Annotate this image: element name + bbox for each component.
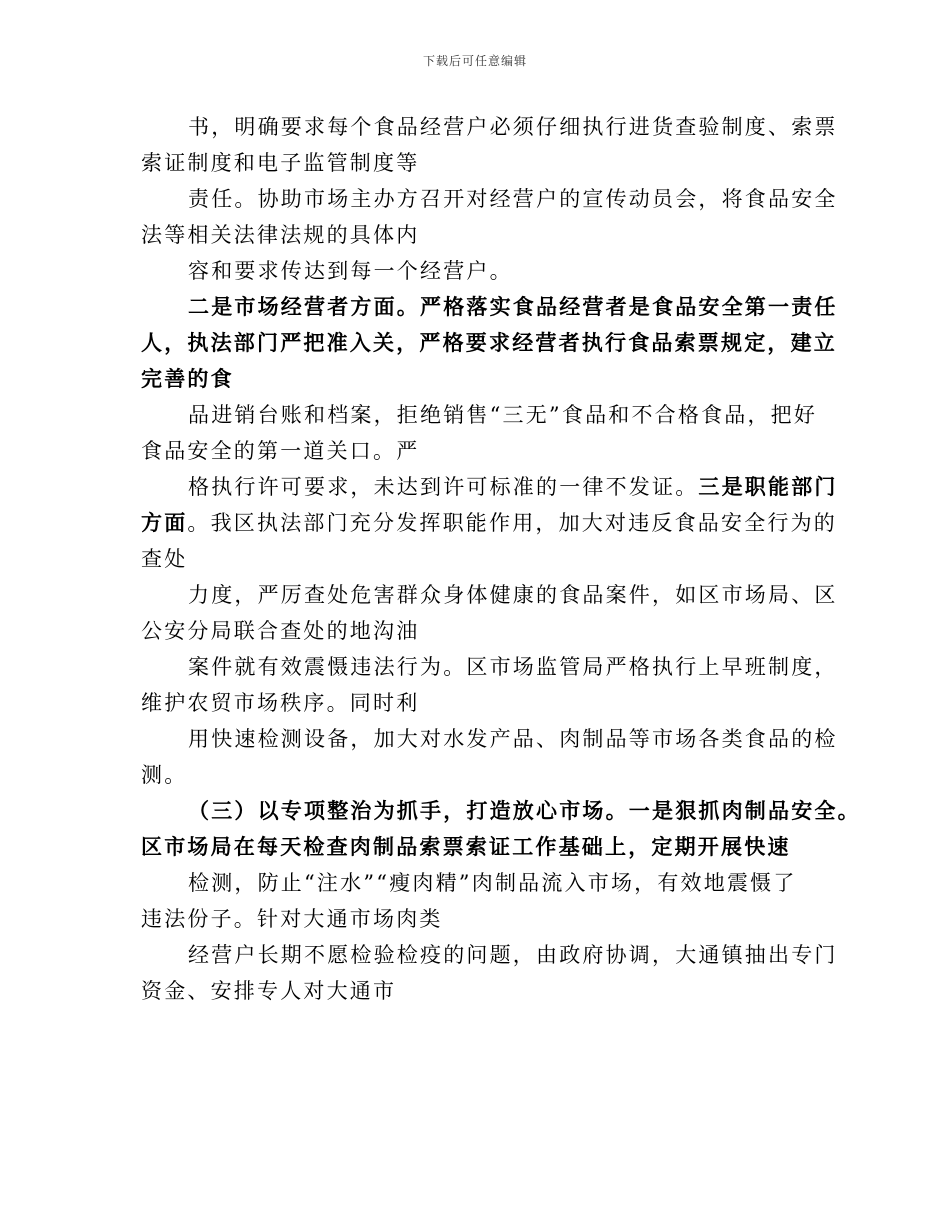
- document-body: [141, 109, 861, 1009]
- text-bold: 方面: [141, 510, 188, 535]
- text-line: 食品安全的第一道关口。严: [141, 439, 420, 463]
- text-line: 维护农贸市场秩序。同时利: [141, 691, 420, 715]
- text-line: [141, 505, 838, 541]
- paragraph-12: [141, 937, 838, 1009]
- text-line: 检测，防止“注水”“瘦肉精”肉制品流入市场，有效地震慑了: [188, 871, 797, 895]
- text-line: 查处: [141, 547, 188, 571]
- text-line: 公安分局联合查处的地沟油: [141, 619, 420, 643]
- text-line: 索证制度和电子监管制度等: [141, 151, 420, 175]
- text-line: [141, 469, 838, 505]
- text-line: 二是市场经营者方面。严格落实食品经营者是食品安全第一责任: [188, 294, 838, 319]
- paragraph-6: [141, 469, 838, 577]
- text-bold: 三是职能部门: [698, 474, 838, 499]
- paragraph-9: [141, 721, 838, 793]
- text-line: （三）以专项整治为抓手，打造放心市场。一是狠抓肉制品安全。: [188, 798, 861, 823]
- text-normal: 格执行许可要求，未达到许可标准的一律不发证。: [188, 475, 699, 499]
- page-header: 下载后可任意编辑: [422, 54, 527, 68]
- paragraph-7: [141, 577, 838, 649]
- text-line: 资金、安排专人对大通市: [141, 979, 397, 1003]
- text-line: 法等相关法律法规的具体内: [141, 223, 420, 247]
- text-line: 力度，严厉查处危害群众身体健康的食品案件，如区市场局、区: [188, 583, 838, 607]
- paragraph-4-bold: [141, 289, 838, 397]
- text-line: 违法份子。针对大通市场肉类: [141, 907, 443, 931]
- text-line: 用快速检测设备，加大对水发产品、肉制品等市场各类食品的检: [188, 727, 838, 751]
- paragraph-8: [141, 649, 838, 721]
- paragraph-10-bold: [141, 793, 861, 865]
- text-line: 区市场局在每天检查肉制品索票索证工作基础上，定期开展快速: [141, 834, 791, 859]
- text-line: 测。: [141, 763, 188, 787]
- text-line: 案件就有效震慑违法行为。区市场监管局严格执行上早班制度，: [188, 655, 838, 679]
- paragraph-2: [141, 181, 838, 253]
- text-line: 书，明确要求每个食品经营户必须仔细执行进货查验制度、索票: [188, 115, 838, 139]
- text-line: 责任。协助市场主办方召开对经营户的宣传动员会，将食品安全: [188, 187, 838, 211]
- text-line: 经营户长期不愿检验检疫的问题，由政府协调，大通镇抽出专门: [188, 943, 838, 967]
- text-line: 完善的食: [141, 366, 234, 391]
- paragraph-1: [141, 109, 838, 181]
- paragraph-11: [141, 865, 831, 937]
- text-line: 品进销台账和档案，拒绝销售“三无”食品和不合格食品，把好: [188, 403, 818, 427]
- paragraph-5: [141, 397, 831, 469]
- text-line: 容和要求传达到每一个经营户。: [188, 259, 513, 283]
- paragraph-3: [141, 253, 831, 289]
- text-line: 人，执法部门严把准入关，严格要求经营者执行食品索票规定，建立: [141, 330, 837, 355]
- text-normal: 。我区执法部门充分发挥职能作用，加大对违反食品安全行为的: [187, 511, 838, 535]
